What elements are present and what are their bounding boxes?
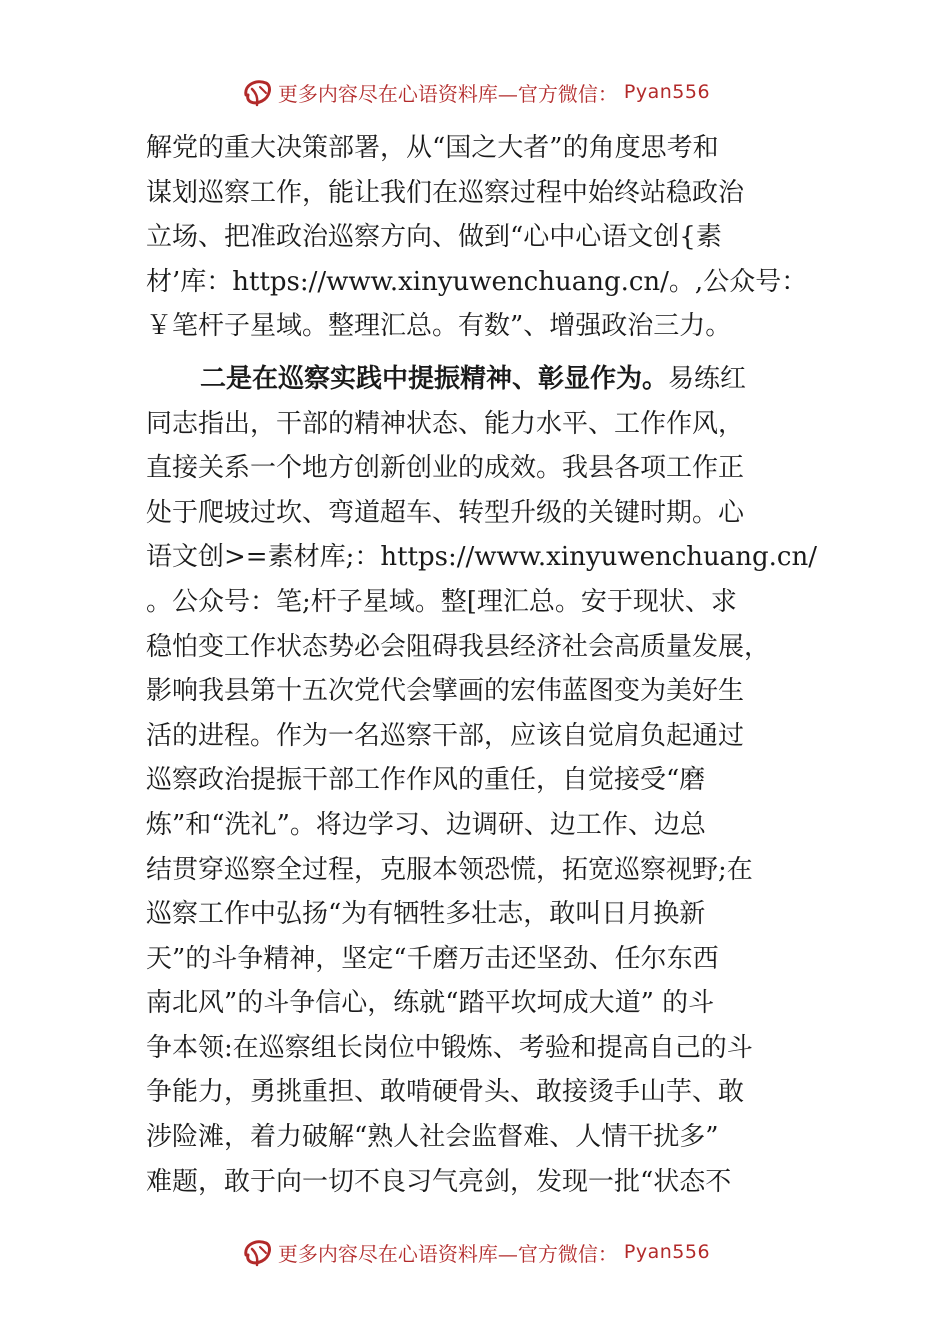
text-line: 处于爬坡过坎、弯道超车、转型升级的关键时期。心 xyxy=(146,497,745,528)
text-line: 影响我县第十五次党代会擘画的宏伟蓝图变为美好生 xyxy=(146,676,745,707)
brush-stroke-logo-icon xyxy=(240,75,274,109)
text-line: 直接关系一个地方创新创业的成效。我县各项工作正 xyxy=(146,453,745,484)
text-line: 。公众号：笔;杆子星域。整[理汇总。安于现状、求 xyxy=(146,586,737,617)
footer-banner xyxy=(0,1232,950,1272)
text-line: 巡察政治提振干部工作作风的重任，自觉接受“磨 xyxy=(146,765,706,796)
section-heading: 二是在巡察实践中提振精神、彰显作为。 xyxy=(200,363,669,394)
text-line: 巡察工作中弘扬“为有牺牲多壮志，敢叫日月换新 xyxy=(146,899,706,930)
header-banner xyxy=(0,72,950,112)
text-line: 同志指出，干部的精神状态、能力水平、工作作风， xyxy=(146,408,745,439)
paragraph-2-first-line xyxy=(146,357,836,402)
text-line: 稳怕变工作状态势必会阻碍我县经济社会高质量发展， xyxy=(146,631,771,662)
text-line: 解党的重大决策部署，从“国之大者”的角度思考和 xyxy=(146,133,719,163)
text-line: 涉险滩，着力破解“熟人社会监督难、人情干扰多” xyxy=(146,1122,719,1153)
banner-text: 更多内容尽在心语资料库—官方微信： xyxy=(277,1241,618,1266)
document-body xyxy=(146,126,836,1204)
text-line: 天”的斗争精神，坚定“千磨万击还坚劲、任尔东西 xyxy=(146,943,719,974)
text-line: 炼”和“洗礼”。将边学习、边调研、边工作、边总 xyxy=(146,809,706,840)
paragraph-1 xyxy=(146,126,836,349)
paragraph-2 xyxy=(146,357,836,1204)
text-line: 南北风”的斗争信心，练就“踏平坎坷成大道” 的斗 xyxy=(146,988,715,1019)
banner-text: 更多内容尽在心语资料库—官方微信： xyxy=(277,81,618,106)
brush-stroke-logo-icon xyxy=(240,1235,274,1269)
banner-wechat-id: Pyan556 xyxy=(623,81,711,103)
text-line: 谋划巡察工作，能让我们在巡察过程中始终站稳政治 xyxy=(146,177,745,208)
text-line: ￥笔杆子星域。整理汇总。有数”、增强政治三力。 xyxy=(146,311,732,342)
text-line: 争能力，勇挑重担、敢啃硬骨头、敢接烫手山芋、敢 xyxy=(146,1077,745,1108)
text-line: 立场、把准政治巡察方向、做到“心中心语文创{素 xyxy=(146,222,722,253)
banner-wechat-id: Pyan556 xyxy=(623,1241,711,1263)
text-fragment: 易练红 xyxy=(668,363,747,394)
text-line: 结贯穿巡察全过程，克服本领恐慌，拓宽巡察视野;在 xyxy=(146,854,753,885)
text-line: 材’库：https://www.xinyuwenchuang.cn/。,公众号： xyxy=(146,266,808,297)
text-line: 活的进程。作为一名巡察干部，应该自觉肩负起通过 xyxy=(146,720,745,751)
text-line: 语文创>=素材库;：https://www.xinyuwenchuang.cn/ xyxy=(146,542,817,573)
text-line: 难题，敢于向一切不良习气亮剑，发现一批“状态不 xyxy=(146,1166,732,1197)
text-line: 争本领:在巡察组长岗位中锻炼、考验和提高自己的斗 xyxy=(146,1032,753,1063)
